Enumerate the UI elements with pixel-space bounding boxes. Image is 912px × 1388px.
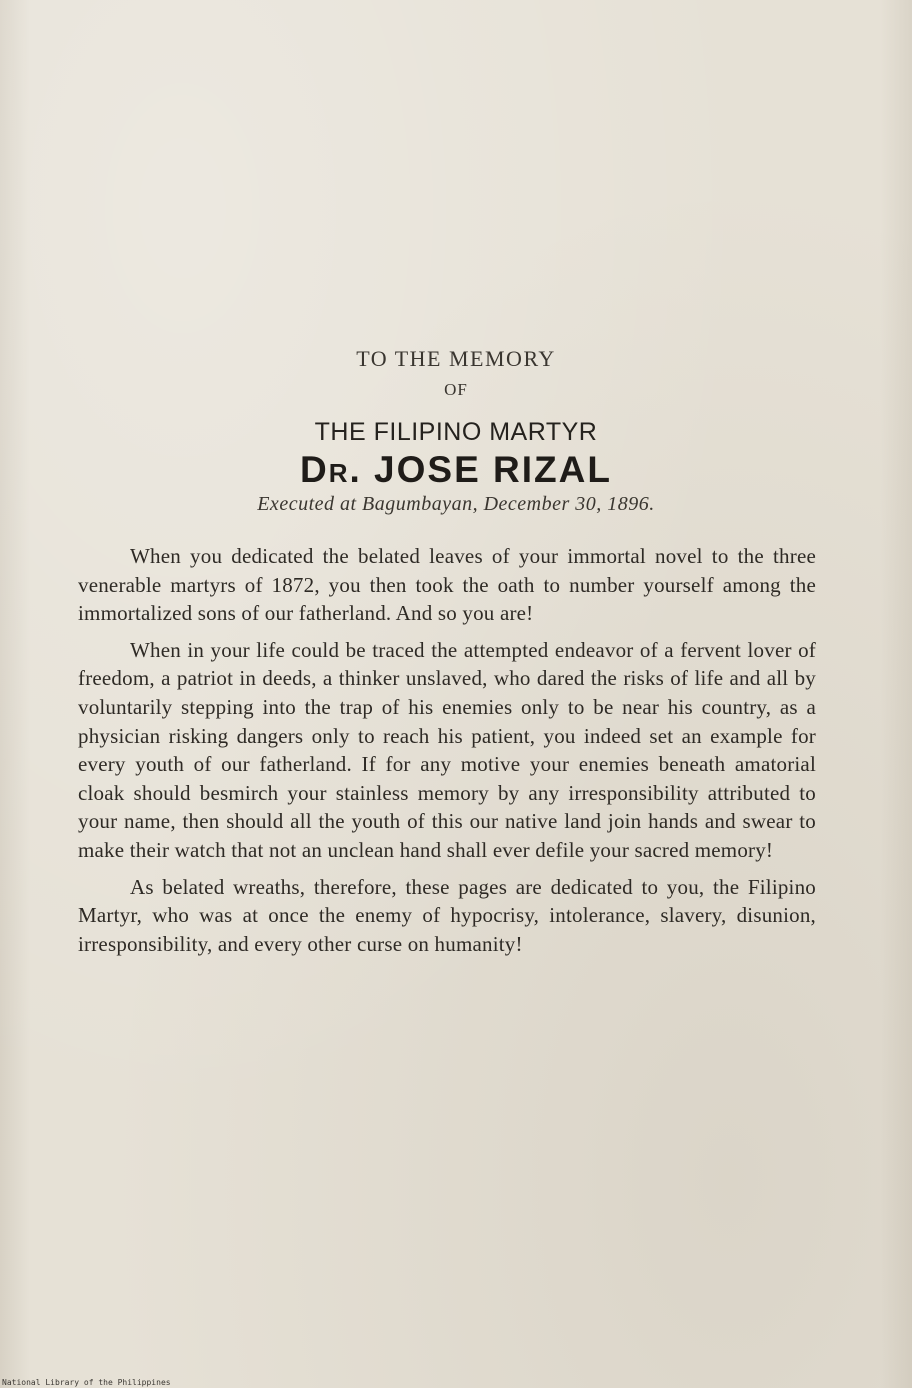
paragraph-2: When in your life could be traced the attempted endeavor of a fervent lover of freedom, a patriot in deeds, a thinker unslaved, who dared the risks of life and all by voluntarily stepping into the trap of his enemies only to be near his country, as a physician risking dangers only to reach his patient, you indeed set an example for every youth of our fatherland. If for any motive your enemies beneath amatorial cloak should besmirch your stainless memory by any irresponsibility attributed to your name, then should all the youth of this our native land join hands and swear to make their watch that not an unclean hand shall ever defile your sacred memory! [78,637,816,862]
dedication-line-martyr: THE FILIPINO MARTYR [314,418,598,446]
library-credit: National Library of the Philippines [2,1378,171,1387]
dedication-line-of: OF [444,380,468,399]
dedication-name: Dr. JOSE RIZAL [300,449,612,490]
paragraph-1: When you dedicated the belated leaves of your immortal novel to the three venerable martyrs of 1872, you then took the oath to number yourself among the immortalized sons of our fatherland. And so you are! [78,544,816,626]
dedication-body [78,542,816,966]
paragraph-3: As belated wreaths, therefore, these pages are dedicated to you, the Filipino Martyr, who was at once the enemy of hypocrisy, intolerance, slavery, disunion, irresponsibility, and every other curse on humanity! [78,874,816,956]
dedication-line-memory: TO THE MEMORY [356,346,556,371]
dedication-executed-note: Executed at Bagumbayan, December 30, 1896. [257,493,655,515]
